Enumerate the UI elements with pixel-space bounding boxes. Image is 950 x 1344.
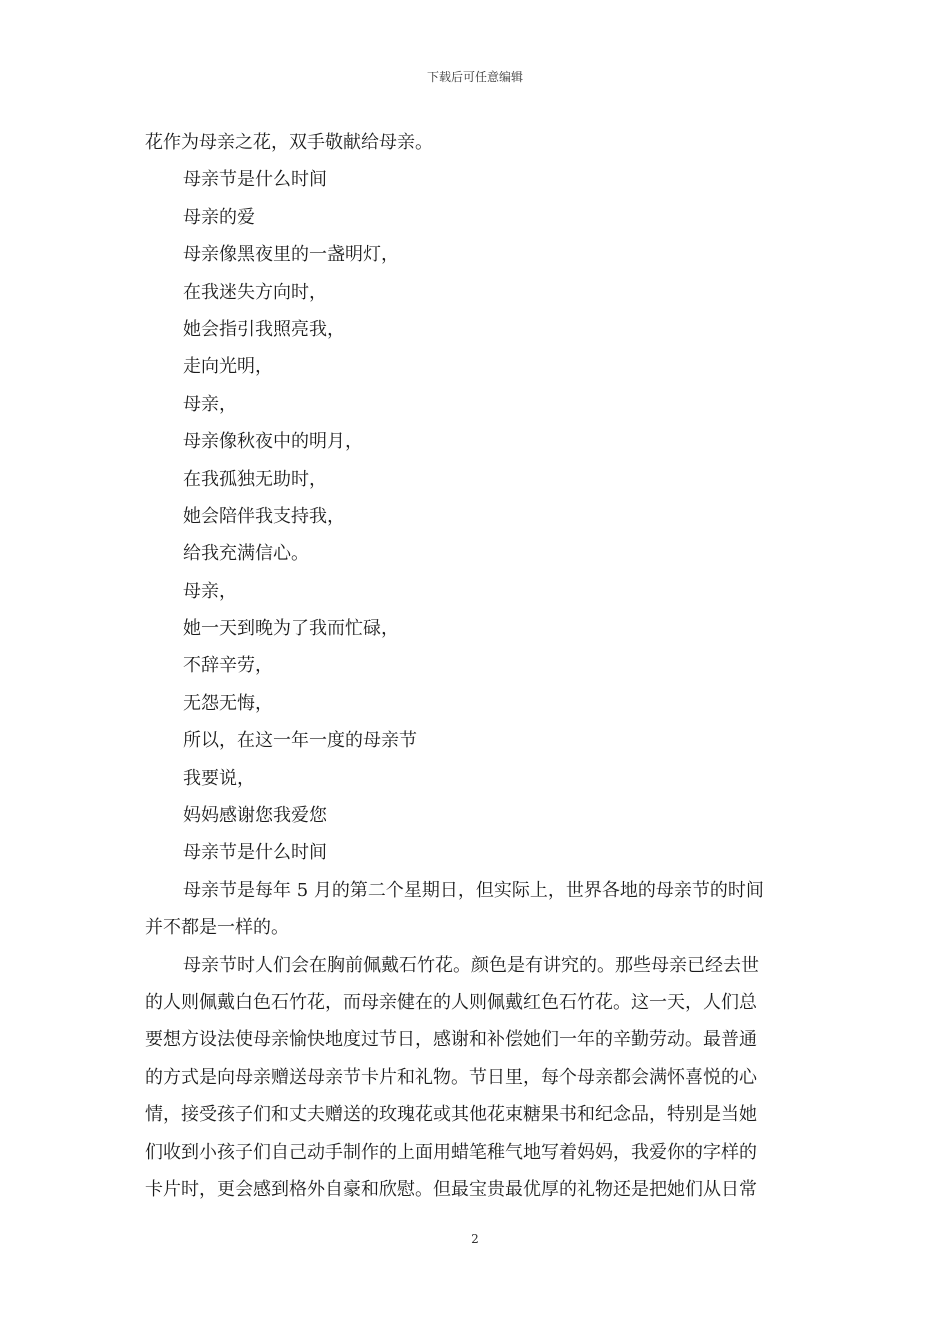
- poem-line: 给我充满信心。: [183, 543, 309, 565]
- poem-line: 无怨无悔，: [183, 692, 273, 714]
- section-heading: 母亲节是什么时间: [183, 842, 327, 864]
- page-number: 2: [471, 1232, 479, 1246]
- poem-line: 妈妈感谢您我爱您: [183, 805, 327, 827]
- poem-line: 她一天到晚为了我而忙碌，: [183, 618, 399, 640]
- text-line: 母亲节是什么时间: [183, 169, 327, 191]
- paragraph-date: [145, 872, 810, 947]
- paragraph-line: 母亲节时人们会在胸前佩戴石竹花。颜色是有讲究的。那些母亲已经去世: [183, 954, 759, 976]
- document-body: [145, 124, 810, 1208]
- paragraph-line: 要想方设法使母亲愉快地度过节日，感谢和补偿她们一年的辛勤劳动。最普通: [145, 1029, 757, 1051]
- page-header: 下载后可任意编辑: [426, 70, 523, 84]
- poem-title: 母亲的爱: [183, 206, 255, 228]
- poem-line: 我要说，: [183, 767, 255, 789]
- poem-line: 走向光明，: [183, 356, 273, 378]
- paragraph-line: 们收到小孩子们自己动手制作的上面用蜡笔稚气地写着妈妈，我爱你的字样的: [145, 1141, 757, 1163]
- poem-line: 母亲像黑夜里的一盏明灯，: [183, 244, 399, 266]
- paragraph-line: 的人则佩戴白色石竹花，而母亲健在的人则佩戴红色石竹花。这一天，人们总: [145, 991, 757, 1013]
- paragraph-line: 卡片时，更会感到格外自豪和欣慰。但最宝贵最优厚的礼物还是把她们从日常: [145, 1178, 757, 1200]
- poem-line: 在我孤独无助时，: [183, 468, 327, 490]
- paragraph-customs: [145, 947, 810, 1209]
- text-line: 花作为母亲之花，双手敬献给母亲。: [145, 132, 433, 153]
- paragraph-line: 的方式是向母亲赠送母亲节卡片和礼物。节日里，每个母亲都会满怀喜悦的心: [145, 1066, 757, 1088]
- poem-line: 所以，在这一年一度的母亲节: [183, 730, 417, 752]
- poem-line: 不辞辛劳，: [183, 655, 273, 677]
- poem-line: 母亲，: [183, 393, 237, 415]
- paragraph-line: 并不都是一样的。: [145, 917, 289, 939]
- paragraph-line: 母亲节是每年 5 月的第二个星期日，但实际上，世界各地的母亲节的时间: [183, 879, 764, 901]
- paragraph-line: 情，接受孩子们和丈夫赠送的玫瑰花或其他花束糖果书和纪念品，特别是当她: [145, 1104, 757, 1126]
- poem-line: 在我迷失方向时，: [183, 281, 327, 303]
- poem-line: 她会指引我照亮我，: [183, 318, 345, 340]
- poem-line: 母亲，: [183, 580, 237, 602]
- poem-line: 她会陪伴我支持我，: [183, 505, 345, 527]
- poem-line: 母亲像秋夜中的明月，: [183, 431, 363, 453]
